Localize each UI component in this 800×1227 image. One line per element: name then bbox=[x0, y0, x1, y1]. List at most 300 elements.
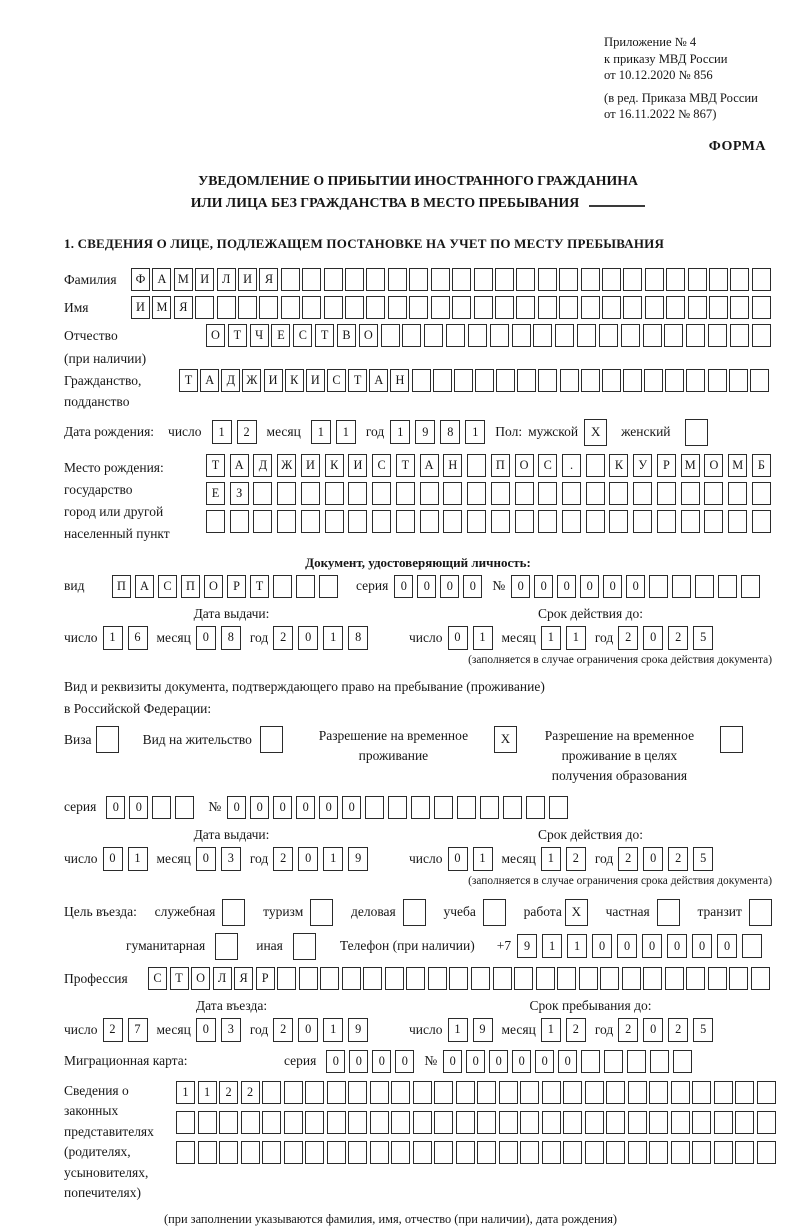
char-cell[interactable]: С bbox=[538, 454, 557, 477]
char-cell[interactable]: Д bbox=[221, 369, 240, 392]
char-cell[interactable] bbox=[370, 1111, 389, 1134]
char-cell[interactable] bbox=[579, 967, 598, 990]
profession-cells[interactable] bbox=[148, 967, 770, 990]
char-cell[interactable] bbox=[217, 296, 236, 319]
char-cell[interactable]: У bbox=[633, 454, 652, 477]
char-cell[interactable] bbox=[348, 510, 367, 533]
char-cell[interactable]: 0 bbox=[717, 934, 737, 958]
char-cell[interactable] bbox=[516, 296, 535, 319]
char-cell[interactable]: Т bbox=[250, 575, 269, 598]
char-cell[interactable]: 0 bbox=[326, 1050, 345, 1073]
study-checkbox[interactable] bbox=[483, 899, 506, 926]
char-cell[interactable] bbox=[456, 1111, 475, 1134]
representatives-row2-cells[interactable] bbox=[176, 1111, 776, 1134]
char-cell[interactable] bbox=[370, 1081, 389, 1104]
char-cell[interactable]: А bbox=[152, 268, 171, 291]
char-cell[interactable] bbox=[555, 324, 574, 347]
char-cell[interactable] bbox=[526, 796, 545, 819]
char-cell[interactable] bbox=[495, 268, 514, 291]
residence-issue-month-cells[interactable] bbox=[196, 847, 241, 871]
residence-series-cells[interactable] bbox=[106, 796, 194, 819]
char-cell[interactable]: 5 bbox=[693, 1018, 713, 1042]
char-cell[interactable] bbox=[277, 967, 296, 990]
char-cell[interactable] bbox=[433, 369, 452, 392]
char-cell[interactable] bbox=[671, 1111, 690, 1134]
char-cell[interactable]: Н bbox=[390, 369, 409, 392]
private-checkbox[interactable] bbox=[657, 899, 680, 926]
char-cell[interactable]: 1 bbox=[541, 626, 561, 650]
char-cell[interactable] bbox=[585, 1081, 604, 1104]
tourism-checkbox[interactable] bbox=[310, 899, 333, 926]
char-cell[interactable] bbox=[259, 296, 278, 319]
char-cell[interactable] bbox=[644, 369, 663, 392]
char-cell[interactable] bbox=[728, 510, 747, 533]
char-cell[interactable] bbox=[475, 369, 494, 392]
char-cell[interactable]: Д bbox=[253, 454, 272, 477]
char-cell[interactable] bbox=[606, 1111, 625, 1134]
char-cell[interactable] bbox=[348, 1111, 367, 1134]
birth-place-row3-cells[interactable] bbox=[206, 510, 771, 533]
doc-kind-cells[interactable] bbox=[112, 575, 338, 598]
char-cell[interactable]: 1 bbox=[566, 626, 586, 650]
char-cell[interactable]: М bbox=[681, 454, 700, 477]
char-cell[interactable] bbox=[645, 268, 664, 291]
char-cell[interactable] bbox=[730, 268, 749, 291]
char-cell[interactable] bbox=[496, 369, 515, 392]
char-cell[interactable] bbox=[559, 268, 578, 291]
char-cell[interactable] bbox=[499, 1081, 518, 1104]
char-cell[interactable]: 0 bbox=[196, 626, 216, 650]
char-cell[interactable] bbox=[176, 1111, 195, 1134]
char-cell[interactable] bbox=[602, 369, 621, 392]
char-cell[interactable]: И bbox=[238, 268, 257, 291]
char-cell[interactable] bbox=[581, 268, 600, 291]
char-cell[interactable] bbox=[757, 1081, 776, 1104]
expiry-day-cells[interactable] bbox=[448, 626, 493, 650]
char-cell[interactable]: Т bbox=[396, 454, 415, 477]
residence-permit-checkbox[interactable] bbox=[260, 726, 283, 753]
char-cell[interactable]: 0 bbox=[603, 575, 622, 598]
char-cell[interactable]: 2 bbox=[566, 847, 586, 871]
surname-cells[interactable] bbox=[131, 268, 771, 291]
char-cell[interactable]: . bbox=[562, 454, 581, 477]
expiry-year-cells[interactable] bbox=[618, 626, 713, 650]
char-cell[interactable]: 0 bbox=[298, 1018, 318, 1042]
char-cell[interactable] bbox=[372, 482, 391, 505]
char-cell[interactable]: 0 bbox=[250, 796, 269, 819]
char-cell[interactable] bbox=[752, 324, 771, 347]
char-cell[interactable] bbox=[735, 1081, 754, 1104]
char-cell[interactable] bbox=[649, 575, 668, 598]
birth-year-cells[interactable] bbox=[390, 420, 485, 444]
char-cell[interactable]: К bbox=[285, 369, 304, 392]
char-cell[interactable]: 0 bbox=[296, 796, 315, 819]
char-cell[interactable]: 7 bbox=[128, 1018, 148, 1042]
char-cell[interactable] bbox=[413, 1111, 432, 1134]
char-cell[interactable] bbox=[542, 1111, 561, 1134]
char-cell[interactable] bbox=[324, 268, 343, 291]
char-cell[interactable] bbox=[219, 1141, 238, 1164]
char-cell[interactable] bbox=[305, 1141, 324, 1164]
char-cell[interactable]: О bbox=[704, 454, 723, 477]
char-cell[interactable]: 0 bbox=[417, 575, 436, 598]
char-cell[interactable] bbox=[281, 268, 300, 291]
char-cell[interactable]: 0 bbox=[692, 934, 712, 958]
char-cell[interactable]: 0 bbox=[372, 1050, 391, 1073]
char-cell[interactable] bbox=[327, 1081, 346, 1104]
char-cell[interactable]: А bbox=[420, 454, 439, 477]
char-cell[interactable] bbox=[365, 796, 384, 819]
char-cell[interactable]: 0 bbox=[273, 796, 292, 819]
doc-series-cells[interactable] bbox=[394, 575, 482, 598]
phone-cells[interactable] bbox=[517, 934, 762, 958]
char-cell[interactable] bbox=[686, 967, 705, 990]
char-cell[interactable]: 0 bbox=[534, 575, 553, 598]
char-cell[interactable] bbox=[704, 482, 723, 505]
char-cell[interactable]: Р bbox=[256, 967, 275, 990]
char-cell[interactable] bbox=[692, 1081, 711, 1104]
char-cell[interactable]: К bbox=[325, 454, 344, 477]
stay-year-cells[interactable] bbox=[618, 1018, 713, 1042]
char-cell[interactable]: 0 bbox=[448, 626, 468, 650]
char-cell[interactable]: 0 bbox=[643, 847, 663, 871]
issue-year-cells[interactable] bbox=[273, 626, 368, 650]
entry-year-cells[interactable] bbox=[273, 1018, 368, 1042]
char-cell[interactable]: 0 bbox=[440, 575, 459, 598]
char-cell[interactable] bbox=[606, 1141, 625, 1164]
char-cell[interactable]: 3 bbox=[221, 847, 241, 871]
visa-checkbox[interactable] bbox=[96, 726, 119, 753]
char-cell[interactable] bbox=[735, 1141, 754, 1164]
char-cell[interactable]: Т bbox=[228, 324, 247, 347]
char-cell[interactable]: 8 bbox=[348, 626, 368, 650]
commercial-checkbox[interactable] bbox=[403, 899, 426, 926]
char-cell[interactable] bbox=[563, 1081, 582, 1104]
char-cell[interactable]: 5 bbox=[693, 847, 713, 871]
char-cell[interactable] bbox=[327, 1141, 346, 1164]
char-cell[interactable]: Н bbox=[443, 454, 462, 477]
char-cell[interactable] bbox=[273, 575, 292, 598]
char-cell[interactable] bbox=[536, 967, 555, 990]
char-cell[interactable]: Т bbox=[315, 324, 334, 347]
char-cell[interactable] bbox=[533, 324, 552, 347]
char-cell[interactable] bbox=[499, 1141, 518, 1164]
char-cell[interactable] bbox=[319, 575, 338, 598]
char-cell[interactable]: 9 bbox=[348, 1018, 368, 1042]
char-cell[interactable] bbox=[277, 482, 296, 505]
char-cell[interactable] bbox=[623, 296, 642, 319]
char-cell[interactable]: 2 bbox=[618, 1018, 638, 1042]
char-cell[interactable]: П bbox=[112, 575, 131, 598]
char-cell[interactable]: 0 bbox=[394, 575, 413, 598]
char-cell[interactable] bbox=[363, 967, 382, 990]
char-cell[interactable] bbox=[538, 510, 557, 533]
char-cell[interactable] bbox=[643, 324, 662, 347]
char-cell[interactable] bbox=[474, 268, 493, 291]
char-cell[interactable]: 1 bbox=[473, 626, 493, 650]
residence-number-cells[interactable] bbox=[227, 796, 568, 819]
char-cell[interactable] bbox=[327, 1111, 346, 1134]
work-checkbox[interactable]: X bbox=[565, 899, 588, 926]
char-cell[interactable] bbox=[477, 1141, 496, 1164]
char-cell[interactable]: 1 bbox=[311, 420, 331, 444]
entry-day-cells[interactable] bbox=[103, 1018, 148, 1042]
char-cell[interactable]: 9 bbox=[517, 934, 537, 958]
char-cell[interactable]: С bbox=[148, 967, 167, 990]
char-cell[interactable]: Р bbox=[227, 575, 246, 598]
char-cell[interactable]: 1 bbox=[198, 1081, 217, 1104]
char-cell[interactable] bbox=[468, 324, 487, 347]
char-cell[interactable]: 0 bbox=[103, 847, 123, 871]
char-cell[interactable]: 0 bbox=[395, 1050, 414, 1073]
char-cell[interactable]: 0 bbox=[448, 847, 468, 871]
char-cell[interactable]: 0 bbox=[558, 1050, 577, 1073]
char-cell[interactable] bbox=[195, 296, 214, 319]
char-cell[interactable] bbox=[474, 296, 493, 319]
char-cell[interactable] bbox=[752, 482, 771, 505]
char-cell[interactable] bbox=[757, 1111, 776, 1134]
char-cell[interactable] bbox=[391, 1081, 410, 1104]
char-cell[interactable]: О bbox=[359, 324, 378, 347]
char-cell[interactable]: 1 bbox=[212, 420, 232, 444]
char-cell[interactable]: 2 bbox=[273, 1018, 293, 1042]
char-cell[interactable] bbox=[741, 575, 760, 598]
char-cell[interactable] bbox=[557, 967, 576, 990]
char-cell[interactable] bbox=[411, 796, 430, 819]
char-cell[interactable]: 0 bbox=[512, 1050, 531, 1073]
char-cell[interactable] bbox=[391, 1111, 410, 1134]
char-cell[interactable]: Ф bbox=[131, 268, 150, 291]
char-cell[interactable] bbox=[517, 369, 536, 392]
sex-female-checkbox[interactable] bbox=[685, 419, 708, 446]
char-cell[interactable]: 0 bbox=[443, 1050, 462, 1073]
char-cell[interactable] bbox=[623, 369, 642, 392]
char-cell[interactable] bbox=[366, 296, 385, 319]
char-cell[interactable]: Р bbox=[657, 454, 676, 477]
char-cell[interactable]: Б bbox=[752, 454, 771, 477]
char-cell[interactable]: 1 bbox=[323, 1018, 343, 1042]
char-cell[interactable]: 2 bbox=[668, 847, 688, 871]
char-cell[interactable] bbox=[728, 482, 747, 505]
char-cell[interactable] bbox=[206, 510, 225, 533]
char-cell[interactable] bbox=[431, 268, 450, 291]
issue-month-cells[interactable] bbox=[196, 626, 241, 650]
char-cell[interactable]: И bbox=[301, 454, 320, 477]
char-cell[interactable] bbox=[443, 510, 462, 533]
char-cell[interactable]: М bbox=[174, 268, 193, 291]
char-cell[interactable]: И bbox=[348, 454, 367, 477]
char-cell[interactable] bbox=[412, 369, 431, 392]
char-cell[interactable]: А bbox=[200, 369, 219, 392]
char-cell[interactable]: Е bbox=[271, 324, 290, 347]
char-cell[interactable]: 0 bbox=[227, 796, 246, 819]
char-cell[interactable] bbox=[491, 482, 510, 505]
char-cell[interactable] bbox=[538, 296, 557, 319]
char-cell[interactable]: 0 bbox=[463, 575, 482, 598]
char-cell[interactable] bbox=[348, 1141, 367, 1164]
char-cell[interactable] bbox=[585, 1111, 604, 1134]
char-cell[interactable] bbox=[609, 482, 628, 505]
char-cell[interactable]: А bbox=[369, 369, 388, 392]
char-cell[interactable] bbox=[413, 1141, 432, 1164]
given-name-cells[interactable] bbox=[131, 296, 771, 319]
char-cell[interactable]: 2 bbox=[241, 1081, 260, 1104]
char-cell[interactable]: 1 bbox=[541, 1018, 561, 1042]
char-cell[interactable] bbox=[602, 296, 621, 319]
char-cell[interactable]: З bbox=[230, 482, 249, 505]
char-cell[interactable] bbox=[434, 1141, 453, 1164]
char-cell[interactable] bbox=[730, 296, 749, 319]
char-cell[interactable] bbox=[491, 510, 510, 533]
char-cell[interactable] bbox=[262, 1081, 281, 1104]
char-cell[interactable] bbox=[428, 967, 447, 990]
char-cell[interactable]: 1 bbox=[473, 847, 493, 871]
char-cell[interactable] bbox=[688, 296, 707, 319]
char-cell[interactable]: О bbox=[191, 967, 210, 990]
char-cell[interactable]: 3 bbox=[221, 1018, 241, 1042]
char-cell[interactable]: 0 bbox=[196, 847, 216, 871]
issue-day-cells[interactable] bbox=[103, 626, 148, 650]
char-cell[interactable] bbox=[581, 1050, 600, 1073]
char-cell[interactable] bbox=[560, 369, 579, 392]
char-cell[interactable]: 0 bbox=[643, 1018, 663, 1042]
char-cell[interactable] bbox=[622, 967, 641, 990]
char-cell[interactable] bbox=[434, 1111, 453, 1134]
char-cell[interactable]: 1 bbox=[176, 1081, 195, 1104]
char-cell[interactable]: 0 bbox=[489, 1050, 508, 1073]
char-cell[interactable] bbox=[381, 324, 400, 347]
char-cell[interactable] bbox=[345, 296, 364, 319]
char-cell[interactable] bbox=[512, 324, 531, 347]
char-cell[interactable]: 0 bbox=[106, 796, 125, 819]
char-cell[interactable] bbox=[443, 482, 462, 505]
char-cell[interactable] bbox=[688, 268, 707, 291]
char-cell[interactable] bbox=[681, 482, 700, 505]
doc-number-cells[interactable] bbox=[511, 575, 760, 598]
char-cell[interactable] bbox=[649, 1111, 668, 1134]
char-cell[interactable] bbox=[585, 1141, 604, 1164]
char-cell[interactable] bbox=[708, 967, 727, 990]
char-cell[interactable] bbox=[388, 796, 407, 819]
place-name-blank[interactable] bbox=[589, 192, 645, 206]
char-cell[interactable] bbox=[538, 369, 557, 392]
char-cell[interactable] bbox=[370, 1141, 389, 1164]
char-cell[interactable]: 0 bbox=[626, 575, 645, 598]
char-cell[interactable] bbox=[752, 268, 771, 291]
char-cell[interactable] bbox=[490, 324, 509, 347]
char-cell[interactable] bbox=[238, 296, 257, 319]
char-cell[interactable]: 9 bbox=[473, 1018, 493, 1042]
char-cell[interactable] bbox=[602, 268, 621, 291]
char-cell[interactable]: 5 bbox=[693, 626, 713, 650]
char-cell[interactable] bbox=[277, 510, 296, 533]
char-cell[interactable] bbox=[666, 268, 685, 291]
char-cell[interactable] bbox=[645, 296, 664, 319]
char-cell[interactable] bbox=[516, 268, 535, 291]
char-cell[interactable] bbox=[627, 1050, 646, 1073]
char-cell[interactable] bbox=[628, 1141, 647, 1164]
char-cell[interactable] bbox=[633, 510, 652, 533]
char-cell[interactable] bbox=[262, 1111, 281, 1134]
char-cell[interactable] bbox=[402, 324, 421, 347]
char-cell[interactable]: 1 bbox=[336, 420, 356, 444]
char-cell[interactable]: Л bbox=[213, 967, 232, 990]
char-cell[interactable]: 2 bbox=[618, 847, 638, 871]
char-cell[interactable] bbox=[709, 268, 728, 291]
residence-issue-day-cells[interactable] bbox=[103, 847, 148, 871]
char-cell[interactable] bbox=[253, 482, 272, 505]
char-cell[interactable]: 0 bbox=[580, 575, 599, 598]
char-cell[interactable]: 2 bbox=[219, 1081, 238, 1104]
char-cell[interactable] bbox=[241, 1111, 260, 1134]
char-cell[interactable] bbox=[477, 1081, 496, 1104]
char-cell[interactable]: 0 bbox=[129, 796, 148, 819]
char-cell[interactable] bbox=[562, 510, 581, 533]
residence-expiry-year-cells[interactable] bbox=[618, 847, 713, 871]
humanitarian-checkbox[interactable] bbox=[215, 933, 238, 960]
char-cell[interactable] bbox=[230, 510, 249, 533]
char-cell[interactable] bbox=[467, 454, 486, 477]
char-cell[interactable]: И bbox=[264, 369, 283, 392]
char-cell[interactable] bbox=[609, 510, 628, 533]
char-cell[interactable]: И bbox=[131, 296, 150, 319]
char-cell[interactable] bbox=[325, 510, 344, 533]
char-cell[interactable]: 1 bbox=[103, 626, 123, 650]
char-cell[interactable] bbox=[581, 296, 600, 319]
char-cell[interactable] bbox=[396, 482, 415, 505]
migration-number-cells[interactable] bbox=[443, 1050, 692, 1073]
char-cell[interactable] bbox=[434, 796, 453, 819]
char-cell[interactable] bbox=[198, 1141, 217, 1164]
char-cell[interactable] bbox=[457, 796, 476, 819]
char-cell[interactable] bbox=[563, 1141, 582, 1164]
char-cell[interactable]: Л bbox=[217, 268, 236, 291]
char-cell[interactable] bbox=[718, 575, 737, 598]
char-cell[interactable] bbox=[586, 454, 605, 477]
char-cell[interactable] bbox=[493, 967, 512, 990]
char-cell[interactable] bbox=[643, 967, 662, 990]
char-cell[interactable] bbox=[542, 1081, 561, 1104]
char-cell[interactable] bbox=[456, 1081, 475, 1104]
char-cell[interactable] bbox=[320, 967, 339, 990]
char-cell[interactable] bbox=[692, 1141, 711, 1164]
char-cell[interactable] bbox=[176, 1141, 195, 1164]
char-cell[interactable] bbox=[434, 1081, 453, 1104]
char-cell[interactable]: 2 bbox=[273, 847, 293, 871]
char-cell[interactable] bbox=[409, 268, 428, 291]
char-cell[interactable]: Ж bbox=[242, 369, 261, 392]
char-cell[interactable] bbox=[562, 482, 581, 505]
char-cell[interactable]: 0 bbox=[535, 1050, 554, 1073]
char-cell[interactable] bbox=[673, 1050, 692, 1073]
char-cell[interactable] bbox=[348, 1081, 367, 1104]
migration-series-cells[interactable] bbox=[326, 1050, 414, 1073]
char-cell[interactable]: И bbox=[195, 268, 214, 291]
stay-day-cells[interactable] bbox=[448, 1018, 493, 1042]
temp-residence-edu-checkbox[interactable] bbox=[720, 726, 743, 753]
birth-day-cells[interactable] bbox=[212, 420, 257, 444]
char-cell[interactable]: 0 bbox=[643, 626, 663, 650]
char-cell[interactable]: 0 bbox=[196, 1018, 216, 1042]
char-cell[interactable]: М bbox=[728, 454, 747, 477]
char-cell[interactable]: Ж bbox=[277, 454, 296, 477]
char-cell[interactable]: П bbox=[181, 575, 200, 598]
char-cell[interactable]: 2 bbox=[618, 626, 638, 650]
char-cell[interactable] bbox=[296, 575, 315, 598]
char-cell[interactable] bbox=[409, 296, 428, 319]
char-cell[interactable] bbox=[305, 1111, 324, 1134]
char-cell[interactable] bbox=[305, 1081, 324, 1104]
